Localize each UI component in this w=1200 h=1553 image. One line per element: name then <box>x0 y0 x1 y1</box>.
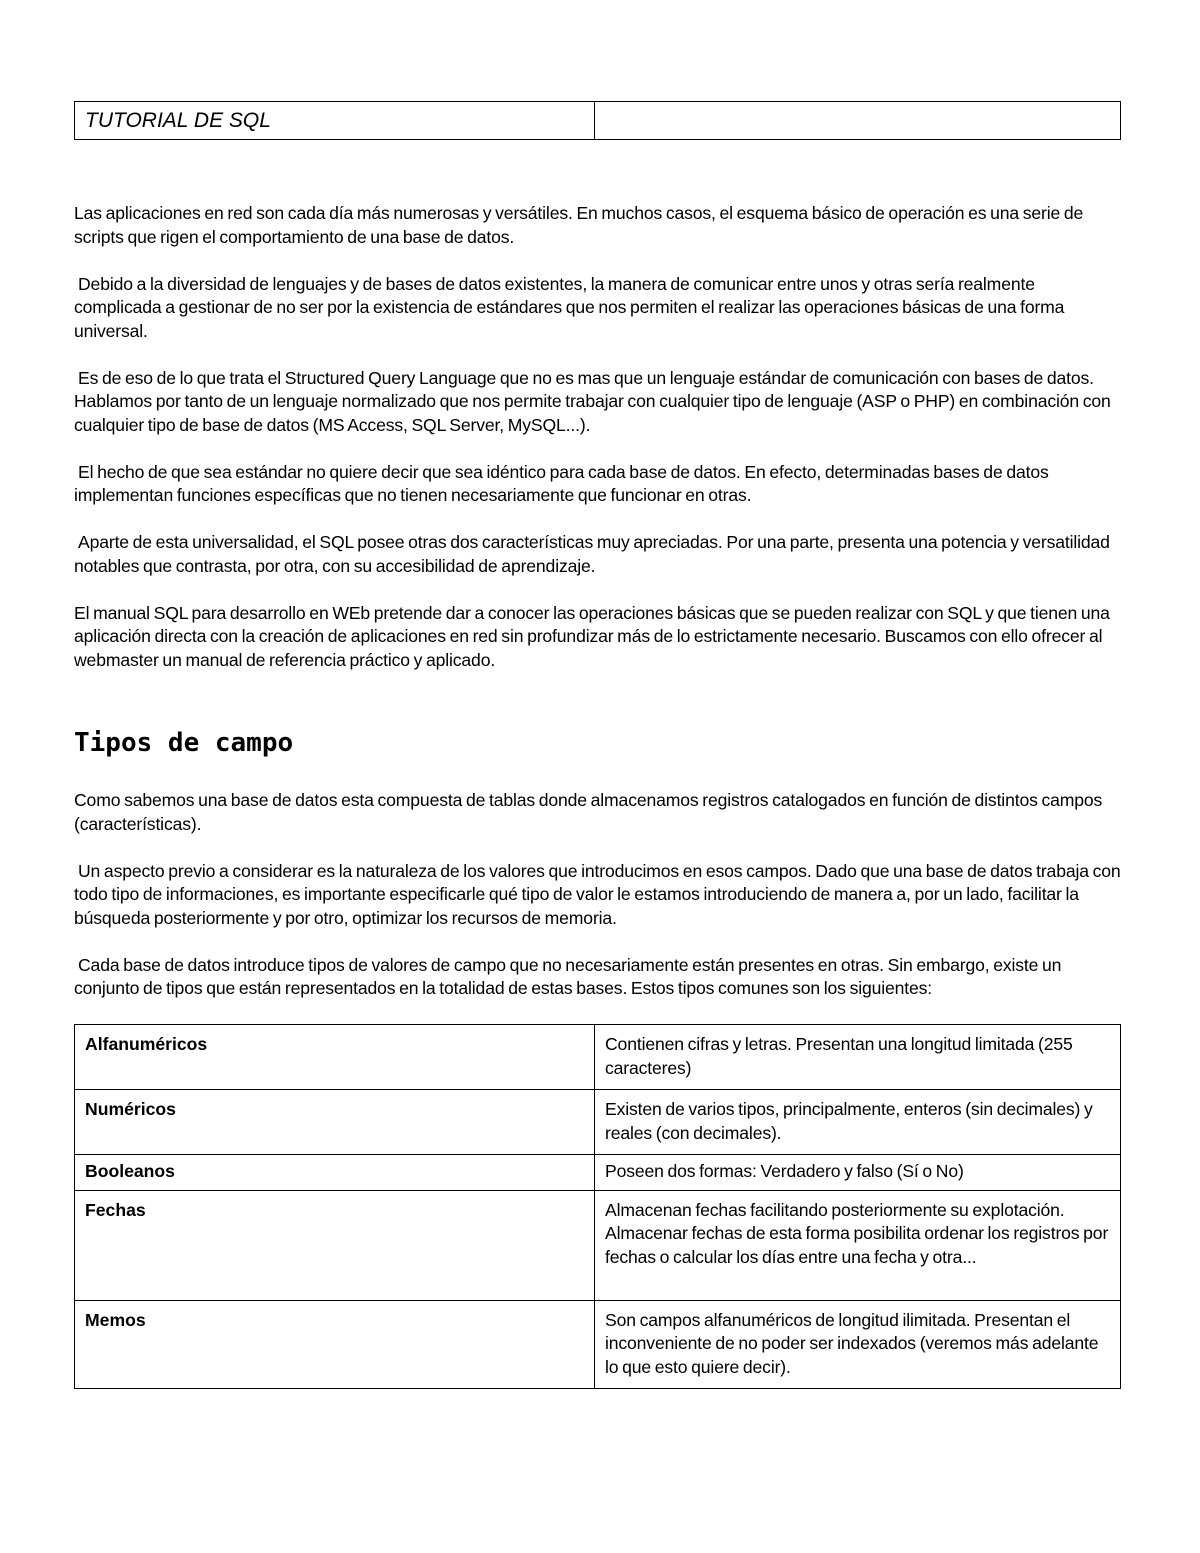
section-paragraph: Cada base de datos introduce tipos de valores de campo que no necesariamente están presentes en otras. Sin embargo, existe un conjunto de tipos que están representados en la totalidad de estas bases. Estos tipos comunes son los siguientes: <box>74 954 1062 998</box>
field-type-description: Almacenan fechas facilitando posteriormente su explotación. Almacenar fechas de esta forma posibilita ordenar los registros por fechas o calcular los días entre una fecha y otra... <box>595 1190 1121 1300</box>
intro-paragraph: Aparte de esta universalidad, el SQL posee otras dos características muy apreciadas. Por una parte, presenta una potencia y versatilidad notables que contrasta, por otra, con su accesibilidad de aprendizaje. <box>74 532 1110 576</box>
field-type-name: Fechas <box>75 1190 595 1300</box>
intro-section <box>74 202 1121 672</box>
table-row <box>75 1090 1121 1155</box>
header-table <box>74 101 1121 140</box>
intro-paragraph: Es de eso de lo que trata el Structured Query Language que no es mas que un lenguaje estándar de comunicación con bases de datos. Hablamos por tanto de un lenguaje normalizado que nos permite trabajar con cualquier tipo de lenguaje (ASP o PHP) en combinación con cualquier tipo de base de datos (MS Access, SQL Server, MySQL...). <box>74 367 1111 435</box>
intro-paragraph: El hecho de que sea estándar no quiere decir que sea idéntico para cada base de datos. En efecto, determinadas bases de datos implementan funciones específicas que no tienen necesariamente que funcionar en otras. <box>74 461 1049 505</box>
field-type-description: Poseen dos formas: Verdadero y falso (Sí o No) <box>595 1155 1121 1191</box>
section-body <box>74 789 1121 1001</box>
section-heading: Tipos de campo <box>74 728 294 758</box>
field-type-description: Existen de varios tipos, principalmente, enteros (sin decimales) y reales (con decimales). <box>595 1090 1121 1155</box>
document-title: TUTORIAL DE SQL <box>75 102 595 140</box>
field-type-name: Memos <box>75 1300 595 1389</box>
field-type-name: Booleanos <box>75 1155 595 1191</box>
table-row <box>75 1300 1121 1389</box>
header-empty-cell <box>595 102 1121 140</box>
section-paragraph: Como sabemos una base de datos esta compuesta de tablas donde almacenamos registros catalogados en función de distintos campos (características). <box>74 790 1103 834</box>
header-row <box>75 102 1121 140</box>
field-type-description: Son campos alfanuméricos de longitud ilimitada. Presentan el inconveniente de no poder ser indexados (veremos más adelante lo que esto quiere decir). <box>595 1300 1121 1389</box>
field-type-description: Contienen cifras y letras. Presentan una longitud limitada (255 caracteres) <box>595 1025 1121 1090</box>
document-page <box>74 101 1121 1389</box>
field-type-name: Numéricos <box>75 1090 595 1155</box>
intro-paragraph: Las aplicaciones en red son cada día más numerosas y versátiles. En muchos casos, el esquema básico de operación es una serie de scripts que rigen el comportamiento de una base de datos. <box>74 203 1084 247</box>
field-types-table <box>74 1024 1121 1389</box>
table-row <box>75 1155 1121 1191</box>
intro-paragraph: Debido a la diversidad de lenguajes y de bases de datos existentes, la manera de comunicar entre unos y otras sería realmente complicada a gestionar de no ser por la existencia de estándares que nos permiten el realizar las operaciones básicas de una forma universal. <box>74 273 1065 341</box>
table-row <box>75 1025 1121 1090</box>
field-type-name: Alfanuméricos <box>75 1025 595 1090</box>
table-row <box>75 1190 1121 1300</box>
intro-paragraph: El manual SQL para desarrollo en WEb pretende dar a conocer las operaciones básicas que se pueden realizar con SQL y que tienen una aplicación directa con la creación de aplicaciones en red sin profundizar más de lo estrictamente necesario. Buscamos con ello ofrecer al webmaster un manual de referencia práctico y aplicado. <box>74 602 1110 670</box>
section-paragraph: Un aspecto previo a considerar es la naturaleza de los valores que introducimos en esos campos. Dado que una base de datos trabaja con todo tipo de informaciones, es importante especificarle qué tipo de valor le estamos introduciendo de manera a, por un lado, facilitar la búsqueda posteriormente y por otro, optimizar los recursos de memoria. <box>74 860 1121 928</box>
